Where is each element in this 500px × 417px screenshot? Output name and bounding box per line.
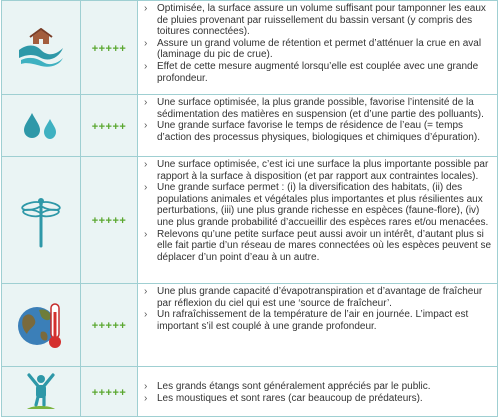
list-item: › Un rafraîchissement de la température de l’air en journée. L’impact est important s’il est couplé à une grande profondeur. — [144, 309, 493, 332]
score-cell — [81, 157, 138, 284]
dragonfly-icon — [2, 190, 80, 250]
bullet-list — [144, 286, 493, 332]
list-item: › Optimisée, la surface assure un volume suffisant pour tamponner les eaux de pluies provenant par ruissellement du bassin versant (y compris des toitures connectées). — [144, 3, 493, 38]
score-rating: +++++ — [91, 386, 127, 399]
measure-table — [1, 0, 498, 417]
bullet-list — [144, 159, 493, 263]
list-item: › Une grande surface permet : (i) la diversification des habitats, (ii) des populations animales et végétales plus importantes et plus résilientes aux perturbations, (iii) une plus grande richesse en espèces (faune-flore), (iv) une plus grande probabilité d’accueillir des espèces rares et/ou menacées. — [144, 182, 493, 228]
list-item: › Une grande surface favorise le temps de résidence de l’eau (= temps d’action des processus physiques, biologiques et chimiques d’épuration). — [144, 120, 493, 143]
icon-cell — [2, 284, 81, 367]
icon-cell — [2, 1, 81, 95]
table-row — [2, 284, 498, 367]
table-row — [2, 367, 498, 417]
list-item: › Les grands étangs sont généralement appréciés par le public. — [144, 381, 493, 393]
score-rating: +++++ — [91, 215, 127, 227]
bullet-list — [144, 3, 493, 84]
table-row — [2, 1, 498, 95]
list-item: › Relevons qu’une petite surface peut aussi avoir un intérêt, d’autant plus si elle fait partie d’un réseau de mares connectées où les espèces peuvent se déplacer d’un point d’eau à un autre. — [144, 229, 493, 264]
water-drops-icon — [2, 109, 80, 143]
score-rating: +++++ — [91, 320, 127, 332]
bullet-list — [144, 381, 493, 404]
globe-thermometer-icon — [2, 298, 80, 352]
person-cheering-icon — [2, 371, 80, 413]
table-row — [2, 157, 498, 284]
flood-house-icon — [2, 28, 80, 68]
description-cell — [138, 367, 498, 417]
list-item: › Assure un grand volume de rétention et permet d’atténuer la crue en aval (laminage du pic de crue). — [144, 38, 493, 61]
description-cell — [138, 1, 498, 95]
description-cell — [138, 95, 498, 157]
description-cell — [138, 284, 498, 367]
list-item: › Les moustiques et sont rares (car beaucoup de prédateurs). — [144, 393, 493, 405]
description-cell — [138, 157, 498, 284]
score-cell — [81, 95, 138, 157]
score-cell — [81, 367, 138, 417]
list-item: › Une surface optimisée, c’est ici une surface la plus importante possible par rapport à la surface à disposition (et par rapport aux contraintes locales). — [144, 159, 493, 182]
list-item: › Une surface optimisée, la plus grande possible, favorise l’intensité de la sédimentation des matières en suspension (et d’une partie des polluants). — [144, 97, 493, 120]
table-row — [2, 95, 498, 157]
score-cell — [81, 1, 138, 95]
icon-cell — [2, 367, 81, 417]
score-rating: +++++ — [91, 120, 127, 133]
score-rating: +++++ — [91, 42, 127, 55]
list-item: › Effet de cette mesure augmenté lorsqu’elle est couplée avec une grande profondeur. — [144, 61, 493, 84]
bullet-list — [144, 97, 493, 143]
list-item: › Une plus grande capacité d’évapotranspiration et d’avantage de fraîcheur par réflexion du ciel qui est une ‘source de fraîcheur’. — [144, 286, 493, 309]
icon-cell — [2, 157, 81, 284]
score-cell — [81, 284, 138, 367]
icon-cell — [2, 95, 81, 157]
